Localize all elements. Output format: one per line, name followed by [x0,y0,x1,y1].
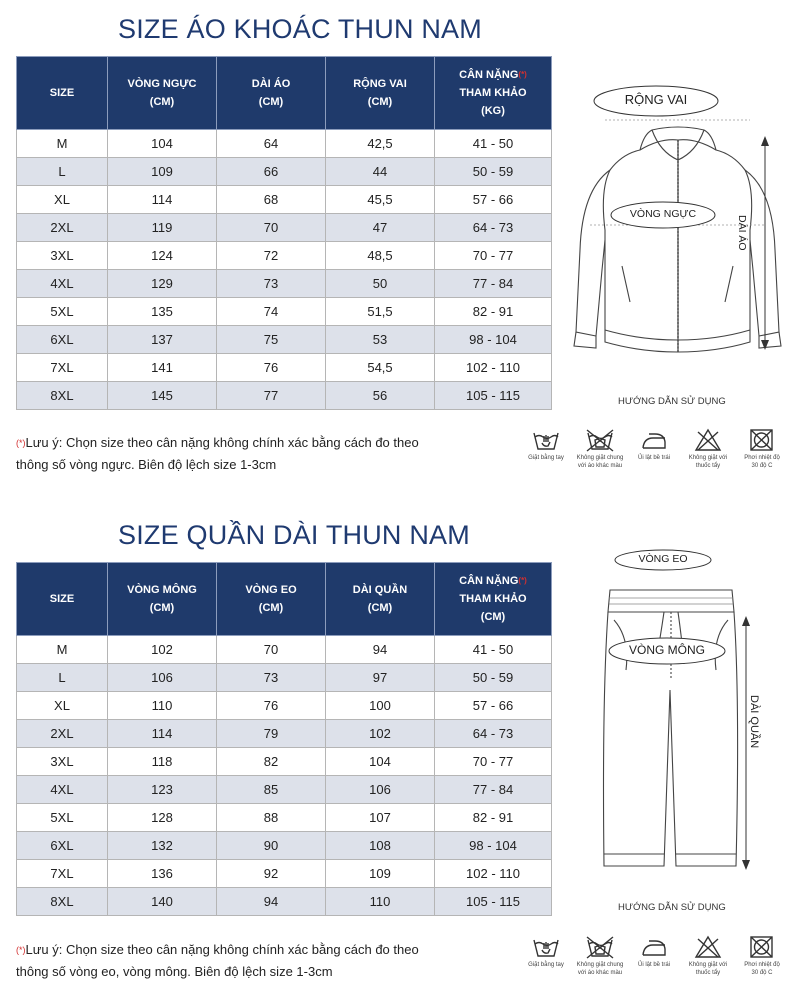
table-cell: 123 [108,776,217,804]
table-cell: 64 [217,130,326,158]
table-cell: 128 [108,804,217,832]
jacket-title: SIZE ÁO KHOÁC THUN NAM [118,14,482,44]
table-cell: 82 [217,748,326,776]
table-cell: 110 [326,888,435,916]
jacket-length-label: DÀI ÁO [736,215,748,251]
table-cell: 50 [326,270,435,298]
table-cell: 76 [217,692,326,720]
table-cell: 53 [326,326,435,354]
table-cell: 94 [326,636,435,664]
hand-wash-icon [532,935,560,959]
table-cell: 70 - 77 [435,748,552,776]
table-cell: 140 [108,888,217,916]
table-cell: 114 [108,720,217,748]
table-cell: 76 [217,354,326,382]
table-cell: M [17,636,108,664]
no-bleach-icon [694,935,722,959]
table-row [17,748,552,776]
table-cell: 105 - 115 [435,888,552,916]
table-cell: 72 [217,242,326,270]
no-mix-wash-icon [585,428,615,452]
table-cell: 64 - 73 [435,214,552,242]
table-cell: 6XL [17,326,108,354]
table-row [17,186,552,214]
table-cell: 106 [326,776,435,804]
table-cell: 73 [217,270,326,298]
table-cell: 42,5 [326,130,435,158]
table-cell: 5XL [17,804,108,832]
table-cell: XL [17,186,108,214]
table-cell: 45,5 [326,186,435,214]
table-cell: 64 - 73 [435,720,552,748]
table-cell: 77 - 84 [435,270,552,298]
table-cell: 102 [326,720,435,748]
table-cell: 82 - 91 [435,298,552,326]
table-cell: 8XL [17,888,108,916]
table-cell: 41 - 50 [435,130,552,158]
pants-title: SIZE QUẦN DÀI THUN NAM [118,520,470,550]
tumble-dry-icon [748,935,776,959]
header-hip: VÒNG MÔNG (CM) [108,563,217,636]
table-row [17,860,552,888]
table-cell: 110 [108,692,217,720]
table-cell: 41 - 50 [435,636,552,664]
header-weight: CÂN NẶNG(*) THAM KHẢO (CM) [435,563,552,636]
table-cell: 85 [217,776,326,804]
header-size: SIZE [17,57,108,130]
table-row [17,776,552,804]
table-cell: 70 [217,636,326,664]
table-cell: 104 [108,130,217,158]
header-weight: CÂN NẶNG(*) THAM KHẢO (KG) [435,57,552,130]
table-cell: 82 - 91 [435,804,552,832]
table-row [17,214,552,242]
jacket-shoulder-label: RỘNG VAI [624,92,688,107]
table-cell: XL [17,692,108,720]
table-row [17,804,552,832]
pants-waist-label: VÒNG EO [638,553,688,565]
table-row [17,270,552,298]
care-no-bleach: Không giặt với thuốc tẩy [679,935,737,977]
header-shoulder: RỘNG VAI (CM) [326,57,435,130]
table-cell: 107 [326,804,435,832]
table-cell: 5XL [17,298,108,326]
table-cell: 50 - 59 [435,664,552,692]
table-cell: 50 - 59 [435,158,552,186]
iron-icon [640,935,668,959]
pants-length-label: DÀI QUẦN [748,695,760,749]
header-waist: VÒNG EO (CM) [217,563,326,636]
table-row [17,720,552,748]
care-dry: Phơi nhiệt độ 30 độ C [733,428,791,470]
table-cell: 109 [108,158,217,186]
care-no-bleach: Không giặt với thuốc tẩy [679,428,737,470]
care-iron: Ủi lật bề trái [625,428,683,462]
table-cell: 102 - 110 [435,860,552,888]
table-cell: 79 [217,720,326,748]
jacket-guide-title: HƯỚNG DẪN SỬ DỤNG [618,396,726,407]
table-cell: L [17,664,108,692]
table-cell: 56 [326,382,435,410]
table-cell: 124 [108,242,217,270]
table-row [17,130,552,158]
table-row [17,326,552,354]
header-size: SIZE [17,563,108,636]
table-cell: 106 [108,664,217,692]
table-cell: 100 [326,692,435,720]
care-hand-wash: Giặt bằng tay [517,428,575,462]
table-cell: 8XL [17,382,108,410]
table-cell: 104 [326,748,435,776]
table-cell: 6XL [17,832,108,860]
table-cell: 109 [326,860,435,888]
table-cell: 136 [108,860,217,888]
table-cell: 77 - 84 [435,776,552,804]
table-cell: 3XL [17,748,108,776]
table-cell: 4XL [17,270,108,298]
table-cell: 2XL [17,214,108,242]
table-row [17,664,552,692]
table-cell: 57 - 66 [435,692,552,720]
table-cell: 77 [217,382,326,410]
table-cell: 68 [217,186,326,214]
table-cell: M [17,130,108,158]
table-cell: 3XL [17,242,108,270]
table-cell: 132 [108,832,217,860]
jacket-illustration [560,80,795,380]
table-cell: 74 [217,298,326,326]
jacket-note: (*)Lưu ý: Chọn size theo cân nặng không chính xác bằng cách đo theo thông số vòng ngực. Biên độ lệch size 1-3cm [16,435,419,472]
table-row [17,888,552,916]
tumble-dry-icon [748,428,776,452]
table-cell: 57 - 66 [435,186,552,214]
table-cell: 119 [108,214,217,242]
table-cell: 137 [108,326,217,354]
table-row [17,158,552,186]
no-bleach-icon [694,428,722,452]
table-cell: 47 [326,214,435,242]
table-cell: 44 [326,158,435,186]
table-cell: 75 [217,326,326,354]
iron-icon [640,428,668,452]
table-cell: 129 [108,270,217,298]
no-mix-wash-icon [585,935,615,959]
table-cell: 135 [108,298,217,326]
table-cell: 7XL [17,860,108,888]
table-cell: 105 - 115 [435,382,552,410]
table-row [17,832,552,860]
pants-guide-title: HƯỚNG DẪN SỬ DỤNG [618,902,726,913]
header-chest: VÒNG NGỰC (CM) [108,57,217,130]
table-cell: 114 [108,186,217,214]
table-cell: 98 - 104 [435,326,552,354]
table-cell: 7XL [17,354,108,382]
table-cell: 97 [326,664,435,692]
table-cell: 94 [217,888,326,916]
table-cell: 108 [326,832,435,860]
care-hand-wash: Giặt bằng tay [517,935,575,969]
pants-size-table [16,562,552,916]
table-row [17,382,552,410]
table-cell: 141 [108,354,217,382]
table-cell: L [17,158,108,186]
jacket-chest-label: VÒNG NGỰC [629,208,697,220]
table-cell: 98 - 104 [435,832,552,860]
table-cell: 70 [217,214,326,242]
header-length: DÀI ÁO (CM) [217,57,326,130]
jacket-size-table [16,56,552,410]
table-row [17,636,552,664]
table-cell: 90 [217,832,326,860]
table-row [17,692,552,720]
table-cell: 4XL [17,776,108,804]
hand-wash-icon [532,428,560,452]
care-no-mix: Không giặt chung với áo khác màu [571,428,629,470]
table-cell: 51,5 [326,298,435,326]
table-cell: 118 [108,748,217,776]
table-row [17,242,552,270]
table-cell: 145 [108,382,217,410]
header-length: DÀI QUẦN (CM) [326,563,435,636]
table-row [17,354,552,382]
table-cell: 2XL [17,720,108,748]
table-cell: 102 - 110 [435,354,552,382]
care-iron: Ủi lật bề trái [625,935,683,969]
pants-hip-label: VÒNG MÔNG [628,643,705,657]
table-cell: 102 [108,636,217,664]
table-cell: 73 [217,664,326,692]
table-cell: 70 - 77 [435,242,552,270]
table-cell: 88 [217,804,326,832]
table-cell: 66 [217,158,326,186]
care-no-mix: Không giặt chung với áo khác màu [571,935,629,977]
pants-illustration [590,560,770,880]
table-row [17,298,552,326]
table-cell: 54,5 [326,354,435,382]
table-cell: 48,5 [326,242,435,270]
table-cell: 92 [217,860,326,888]
pants-note: (*)Lưu ý: Chọn size theo cân nặng không chính xác bằng cách đo theo thông số vòng eo, vòng mông. Biên độ lệch size 1-3cm [16,942,419,979]
care-dry: Phơi nhiệt độ 30 độ C [733,935,791,977]
